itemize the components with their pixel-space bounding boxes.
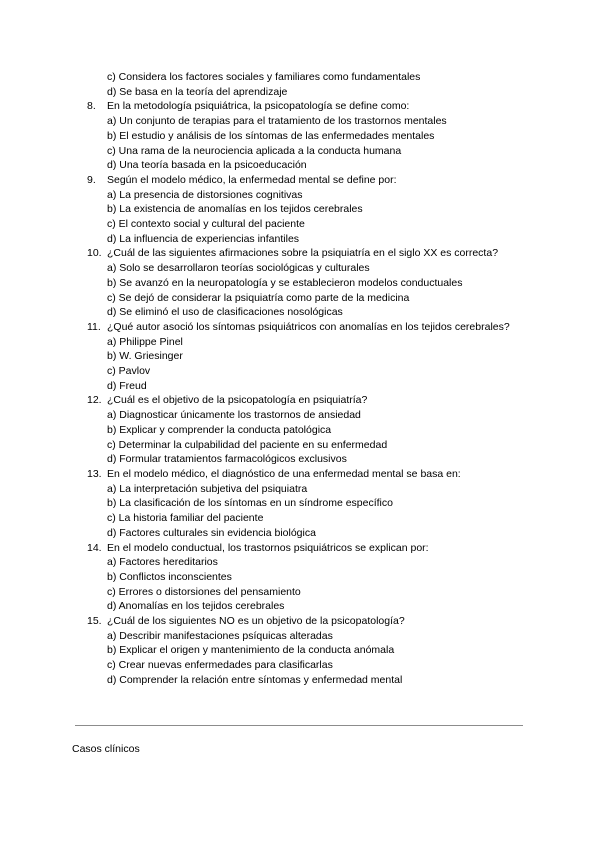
lead-option-d: d) Se basa en la teoría del aprendizaje xyxy=(107,85,288,98)
question-list xyxy=(87,70,537,688)
answer-option: b) Conflictos inconscientes xyxy=(107,570,232,583)
answer-option: d) La influencia de experiencias infantiles xyxy=(107,232,300,245)
answer-option: d) Formular tratamientos farmacológicos exclusivos xyxy=(107,453,347,466)
questions xyxy=(87,99,537,687)
answer-option: d) Una teoría basada en la psicoeducación xyxy=(107,159,307,172)
question-text: ¿Cuál de los siguientes NO es un objetivo de la psicopatología? xyxy=(107,615,405,628)
answer-option: c) Una rama de la neurociencia aplicada a la conducta humana xyxy=(107,144,402,157)
answer-option: a) Diagnosticar únicamente los trastornos de ansiedad xyxy=(107,409,361,422)
section-title: Casos clínicos xyxy=(72,743,140,755)
answer-option: a) Solo se desarrollaron teorías sociológicas y culturales xyxy=(107,262,370,275)
answer-option: a) Philippe Pinel xyxy=(107,335,183,348)
answer-option: b) El estudio y análisis de los síntomas de las enfermedades mentales xyxy=(107,129,435,142)
answer-option: a) Factores hereditarios xyxy=(107,556,218,569)
question-number: 9. xyxy=(87,173,96,186)
question-number: 13. xyxy=(87,467,102,480)
answer-option: c) Se dejó de considerar la psiquiatría como parte de la medicina xyxy=(107,291,410,304)
question-12 xyxy=(87,393,537,408)
answer-option: d) Se eliminó el uso de clasificaciones nosológicas xyxy=(107,306,343,319)
answer-option: a) Describir manifestaciones psíquicas alteradas xyxy=(107,629,333,642)
answer-option: d) Factores culturales sin evidencia biológica xyxy=(107,526,316,539)
question-9 xyxy=(87,173,537,188)
answer-option: d) Freud xyxy=(107,379,147,392)
question-number: 11. xyxy=(87,320,101,333)
answer-option: c) La historia familiar del paciente xyxy=(107,512,264,525)
question-text: ¿Cuál de las siguientes afirmaciones sobre la psiquiatría en el siglo XX es correcta? xyxy=(107,247,499,260)
lead-option-c: c) Considera los factores sociales y familiares como fundamentales xyxy=(107,71,421,83)
answer-option: a) La presencia de distorsiones cognitivas xyxy=(107,188,303,201)
question-text: En el modelo conductual, los trastornos psiquiátricos se explican por: xyxy=(107,541,429,554)
question-13 xyxy=(87,467,537,482)
answer-option: b) Explicar el origen y mantenimiento de la conducta anómala xyxy=(107,644,395,657)
question-number: 14. xyxy=(87,541,102,554)
question-text: Según el modelo médico, la enfermedad mental se define por: xyxy=(107,173,397,186)
question-text: ¿Qué autor asoció los síntomas psiquiátricos con anomalías en los tejidos cerebrales? xyxy=(107,320,510,333)
answer-option: b) La existencia de anomalías en los tejidos cerebrales xyxy=(107,203,363,216)
question-text: ¿Cuál es el objetivo de la psicopatología en psiquiatría? xyxy=(107,394,368,407)
question-number: 12. xyxy=(87,394,102,407)
question-11 xyxy=(87,320,537,335)
question-14 xyxy=(87,541,537,556)
answer-option: d) Anomalías en los tejidos cerebrales xyxy=(107,600,285,613)
question-number: 15. xyxy=(87,615,102,628)
answer-option: a) La interpretación subjetiva del psiquiatra xyxy=(107,482,308,495)
answer-option: c) El contexto social y cultural del paciente xyxy=(107,218,305,231)
answer-option: c) Determinar la culpabilidad del paciente en su enfermedad xyxy=(107,438,388,451)
answer-option: b) La clasificación de los síntomas en un síndrome específico xyxy=(107,497,393,510)
question-text: En el modelo médico, el diagnóstico de una enfermedad mental se basa en: xyxy=(107,467,461,480)
answer-option: d) Comprender la relación entre síntomas y enfermedad mental xyxy=(107,673,403,686)
question-number: 8. xyxy=(87,100,96,113)
answer-option: c) Pavlov xyxy=(107,365,151,378)
answer-option: c) Errores o distorsiones del pensamiento xyxy=(107,585,301,598)
answer-option: b) W. Griesinger xyxy=(107,350,183,363)
question-10 xyxy=(87,246,537,261)
answer-option: a) Un conjunto de terapias para el tratamiento de los trastornos mentales xyxy=(107,115,447,128)
answer-option: c) Crear nuevas enfermedades para clasificarlas xyxy=(107,659,333,672)
question-number: 10. xyxy=(87,247,102,260)
answer-option: b) Explicar y comprender la conducta patológica xyxy=(107,423,332,436)
section-divider xyxy=(75,725,523,726)
question-15 xyxy=(87,614,537,629)
question-text: En la metodología psiquiátrica, la psicopatología se define como: xyxy=(107,100,410,113)
answer-option: b) Se avanzó en la neuropatología y se establecieron modelos conductuales xyxy=(107,276,463,289)
question-8 xyxy=(87,99,537,114)
